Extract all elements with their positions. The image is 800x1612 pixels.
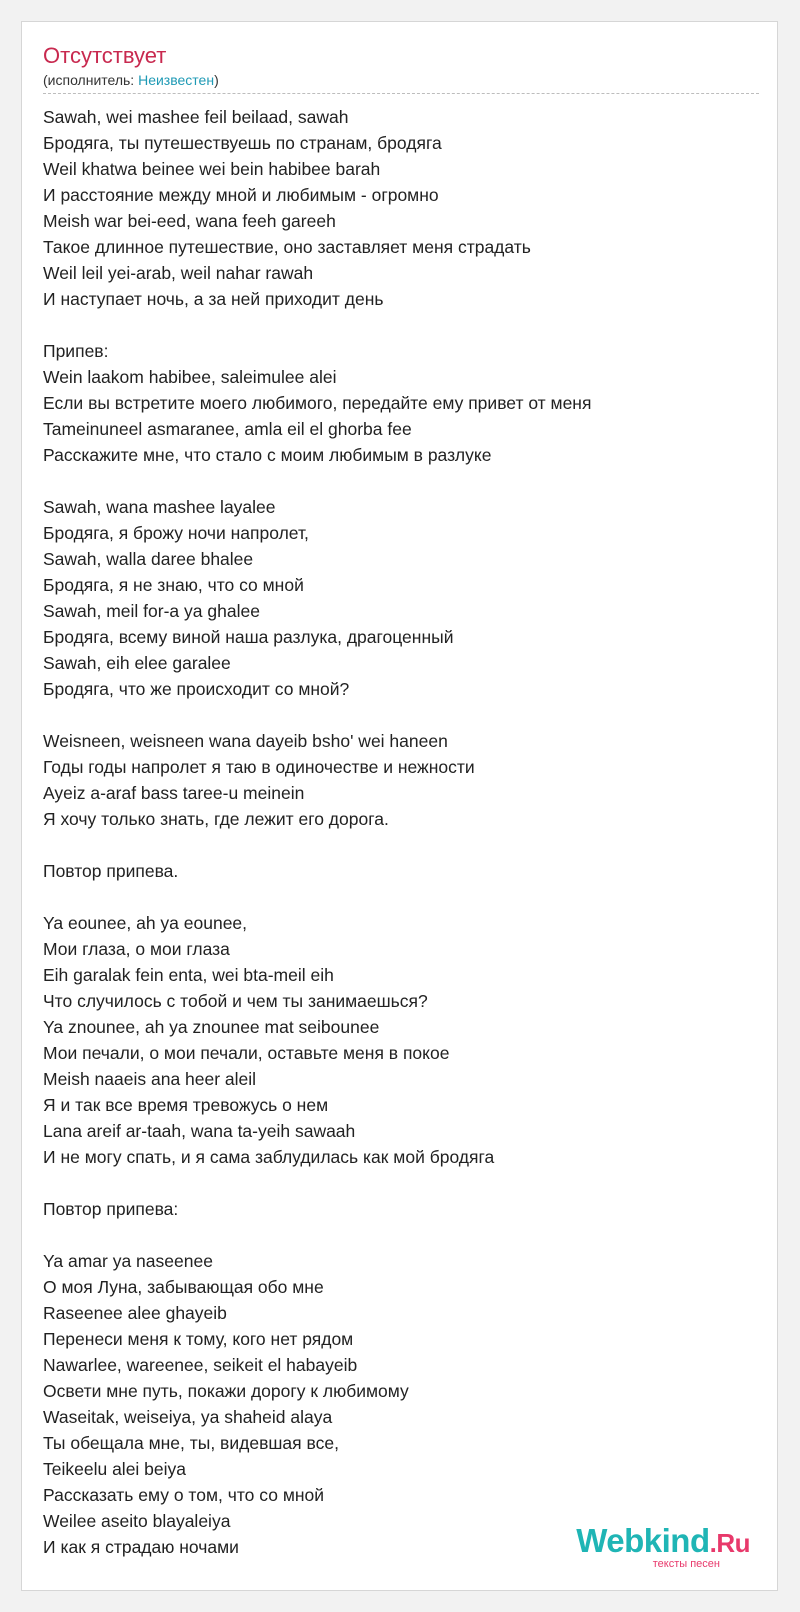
lyric-line: Годы годы напролет я таю в одиночестве и нежности (43, 757, 475, 777)
lyric-line: И расстояние между мной и любимым - огромно (43, 185, 439, 205)
lyric-line: Sawah, meil for-a ya ghalee (43, 601, 260, 621)
lyric-blank-line (43, 468, 763, 494)
artist-prefix: (исполнитель: (43, 72, 139, 88)
lyric-line: Мои глаза, о мои глаза (43, 939, 230, 959)
lyric-line: Перенеси меня к тому, кого нет рядом (43, 1329, 354, 1349)
lyric-line: Waseitak, weiseiya, ya shaheid alaya (43, 1407, 333, 1427)
lyric-line: Ты обещала мне, ты, видевшая все, (43, 1433, 339, 1453)
lyrics-card (21, 21, 778, 1591)
lyric-line: Я и так все время тревожусь о нем (43, 1095, 329, 1115)
lyric-line: Weil khatwa beinee wei bein habibee barah (43, 159, 381, 179)
lyric-line: Meish war bei-eed, wana feeh gareeh (43, 211, 336, 231)
song-title: Отсутствует (43, 43, 167, 68)
lyric-line: Бродяга, я брожу ночи напролет, (43, 523, 309, 543)
lyric-line: Мои печали, о мои печали, оставьте меня в покое (43, 1043, 450, 1063)
lyric-line: Такое длинное путешествие, оно заставляет меня страдать (43, 237, 531, 257)
lyric-line: Tameinuneel asmaranee, amla eil el ghorba fee (43, 419, 412, 439)
artist-link[interactable]: Неизвестен (138, 72, 215, 88)
lyric-line: Бродяга, я не знаю, что со мной (43, 575, 304, 595)
logo-brand: Webkind (576, 1522, 710, 1559)
lyrics-text (43, 104, 763, 1560)
lyric-blank-line (43, 1222, 763, 1248)
lyric-line: Meish naaeis ana heer aleil (43, 1069, 257, 1089)
lyric-line: Ya znounee, ah ya znounee mat seibounee (43, 1017, 380, 1037)
lyric-line: Eih garalak fein enta, wei bta-meil eih (43, 965, 334, 985)
lyric-line: Расскажите мне, что стало с моим любимым в разлуке (43, 445, 492, 465)
lyric-blank-line (43, 1170, 763, 1196)
lyric-line: Ya eounee, ah ya eounee, (43, 913, 248, 933)
lyric-line: Sawah, eih elee garalee (43, 653, 231, 673)
lyric-line: Weil leil yei-arab, weil nahar rawah (43, 263, 314, 283)
lyric-blank-line (43, 884, 763, 910)
lyric-line: Бродяга, ты путешествуешь по странам, бродяга (43, 133, 442, 153)
artist-suffix: ) (214, 72, 219, 88)
artist-line (43, 72, 219, 88)
lyric-line: И наступает ночь, а за ней приходит день (43, 289, 384, 309)
lyric-line: И как я страдаю ночами (43, 1537, 239, 1557)
divider (43, 93, 759, 94)
lyric-blank-line (43, 832, 763, 858)
lyric-line: Я хочу только знать, где лежит его дорога. (43, 809, 389, 829)
lyric-line: Lana areif ar-taah, wana ta-yeih sawaah (43, 1121, 356, 1141)
lyric-line: Рассказать ему о том, что со мной (43, 1485, 325, 1505)
lyric-line: Teikeelu alei beiya (43, 1459, 187, 1479)
logo-tld: .Ru (709, 1528, 750, 1558)
lyric-line: Повтор припева. (43, 861, 179, 881)
lyric-line: Weilee aseito blayaleiya (43, 1511, 231, 1531)
lyric-line: Raseenee alee ghayeib (43, 1303, 227, 1323)
lyric-line: Wein laakom habibee, saleimulee alei (43, 367, 337, 387)
lyric-blank-line (43, 702, 763, 728)
lyric-line: Nawarlee, wareenee, seikeit el habayeib (43, 1355, 358, 1375)
lyric-line: Sawah, walla daree bhalee (43, 549, 254, 569)
lyric-line: Sawah, wei mashee feil beilaad, sawah (43, 107, 349, 127)
lyric-line: Бродяга, всему виной наша разлука, драгоценный (43, 627, 454, 647)
lyric-line: Что случилось с тобой и чем ты занимаешься? (43, 991, 428, 1011)
lyric-blank-line (43, 312, 763, 338)
webkind-logo[interactable] (576, 1524, 750, 1570)
logo-wordmark (576, 1524, 750, 1560)
lyric-line: Ya amar ya naseenee (43, 1251, 213, 1271)
lyric-line: Weisneen, weisneen wana dayeib bsho' wei haneen (43, 731, 448, 751)
logo-tagline: тексты песен (652, 1558, 720, 1570)
lyric-line: Ayeiz a-araf bass taree-u meinein (43, 783, 305, 803)
lyric-line: Припев: (43, 341, 109, 361)
lyric-line: Повтор припева: (43, 1199, 179, 1219)
lyric-line: Если вы встретите моего любимого, передайте ему привет от меня (43, 393, 592, 413)
lyric-line: Sawah, wana mashee layalee (43, 497, 276, 517)
lyric-line: О моя Луна, забывающая обо мне (43, 1277, 324, 1297)
lyric-line: И не могу спать, и я сама заблудилась как мой бродяга (43, 1147, 495, 1167)
lyric-line: Бродяга, что же происходит со мной? (43, 679, 350, 699)
lyric-line: Освети мне путь, покажи дорогу к любимому (43, 1381, 409, 1401)
